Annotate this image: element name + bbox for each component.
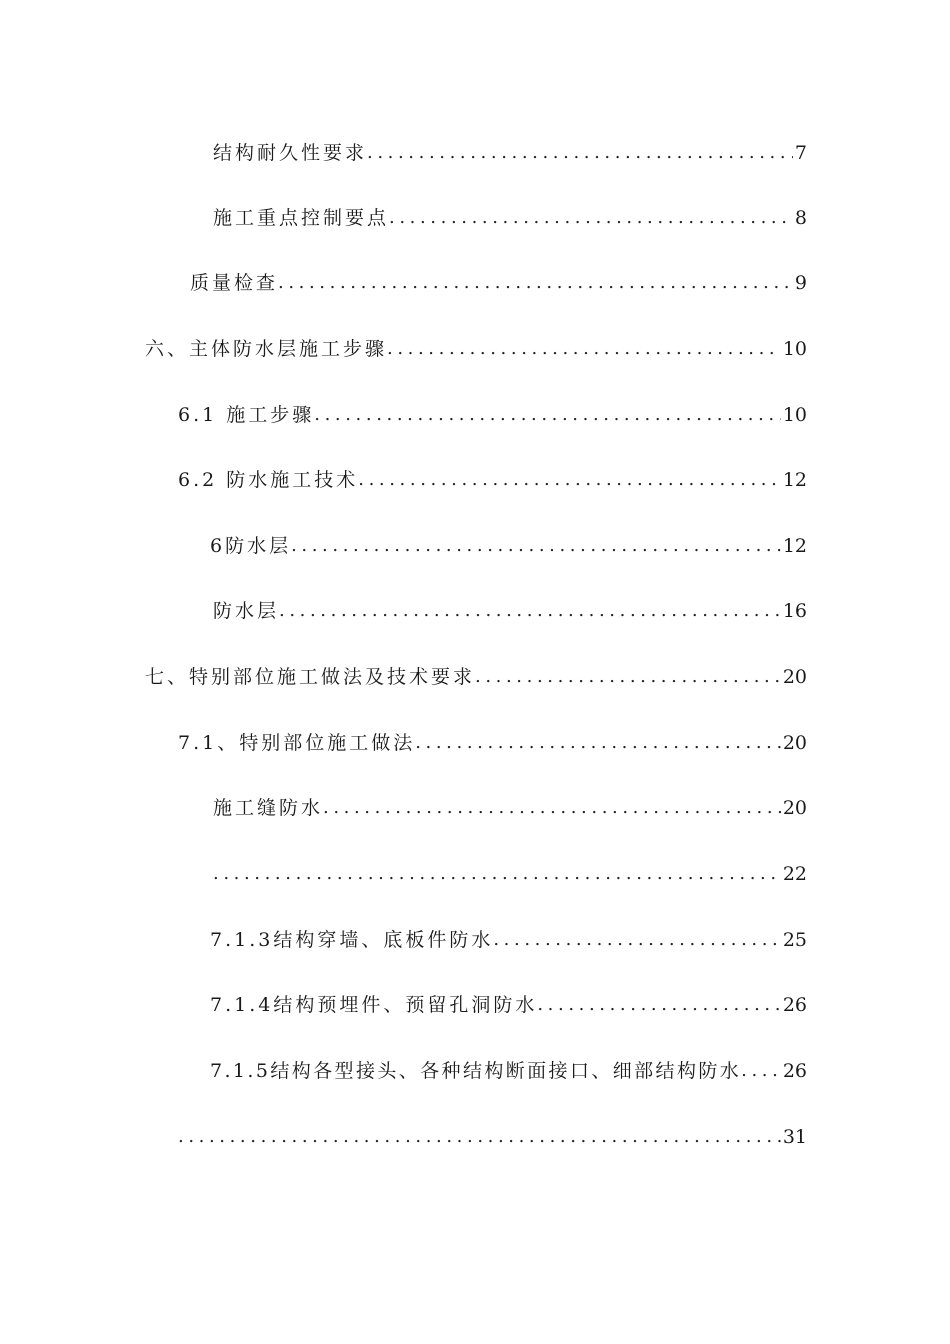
toc-entry[interactable] <box>213 138 807 168</box>
toc-entry-title: 7.1.3结构穿墙、底板件防水 <box>210 929 494 951</box>
toc-dot-leader <box>279 596 781 626</box>
toc-dot-leader <box>178 1122 781 1152</box>
toc-entry-page: 9 <box>794 272 807 294</box>
toc-entry-page: 31 <box>782 1126 807 1148</box>
toc-entry-title: 7.1、特别部位施工做法 <box>178 732 416 754</box>
toc-entry-title: 7.1.4结构预埋件、预留孔洞防水 <box>210 994 538 1016</box>
toc-entry-page: 7 <box>794 142 807 164</box>
toc-entry-page: 26 <box>782 1060 807 1082</box>
toc-dot-leader <box>741 1056 781 1086</box>
toc-entry-page: 10 <box>782 338 807 360</box>
toc-dot-leader <box>367 138 793 168</box>
toc-entry[interactable] <box>213 793 807 823</box>
toc-dot-leader <box>475 662 781 692</box>
toc-entry-title: 6.2 防水施工技术 <box>178 469 359 491</box>
toc-entry[interactable] <box>210 1056 807 1086</box>
toc-dot-leader <box>389 203 793 233</box>
toc-entry-page: 12 <box>782 535 807 557</box>
toc-entry-page: 20 <box>782 732 807 754</box>
toc-entry-title: 6防水层 <box>210 535 292 557</box>
toc-entry[interactable] <box>178 400 807 430</box>
toc-entry-page: 25 <box>782 929 807 951</box>
toc-dot-leader <box>278 268 793 298</box>
toc-entry[interactable] <box>210 925 807 955</box>
toc-entry[interactable] <box>178 1122 807 1152</box>
toc-dot-leader <box>291 531 781 561</box>
toc-dot-leader <box>323 793 781 823</box>
toc-entry-page: 12 <box>782 469 807 491</box>
toc-entry-title: 施工重点控制要点 <box>213 207 390 229</box>
toc-entry-title: 施工缝防水 <box>213 797 324 819</box>
toc-entry[interactable] <box>213 596 807 626</box>
toc-dot-leader <box>493 925 780 955</box>
toc-entry[interactable] <box>213 859 807 889</box>
toc-entry-title: 6.1 施工步骤 <box>178 404 315 426</box>
toc-entry-title: 7.1.5结构各型接头、各种结构断面接口、细部结构防水 <box>210 1060 742 1082</box>
toc-dot-leader <box>387 334 781 364</box>
toc-entry-page: 8 <box>794 207 807 229</box>
toc-entry[interactable] <box>178 728 807 758</box>
toc-entry[interactable] <box>145 334 807 364</box>
toc-dot-leader <box>537 990 780 1020</box>
toc-dot-leader <box>213 859 781 889</box>
toc-entry-title: 防水层 <box>213 600 280 622</box>
toc-entry[interactable] <box>210 531 807 561</box>
toc-entry-page: 20 <box>782 797 807 819</box>
toc-entry[interactable] <box>210 990 807 1020</box>
toc-entry[interactable] <box>190 268 807 298</box>
toc-entry-page: 20 <box>782 666 807 688</box>
toc-dot-leader <box>314 400 781 430</box>
toc-entry-page: 22 <box>782 863 807 885</box>
toc-dot-leader <box>358 465 781 495</box>
toc-entry-title: 结构耐久性要求 <box>213 142 368 164</box>
toc-dot-leader <box>415 728 781 758</box>
toc-entry[interactable] <box>145 662 807 692</box>
toc-entry-title: 六、主体防水层施工步骤 <box>145 338 388 360</box>
toc-entry-title: 七、特别部位施工做法及技术要求 <box>145 666 476 688</box>
toc-entry-page: 10 <box>782 404 807 426</box>
toc-entry[interactable] <box>213 203 807 233</box>
toc-entry[interactable] <box>178 465 807 495</box>
toc-entry-page: 26 <box>782 994 807 1016</box>
toc-entry-page: 16 <box>782 600 807 622</box>
toc-entry-title: 质量检查 <box>190 272 279 294</box>
